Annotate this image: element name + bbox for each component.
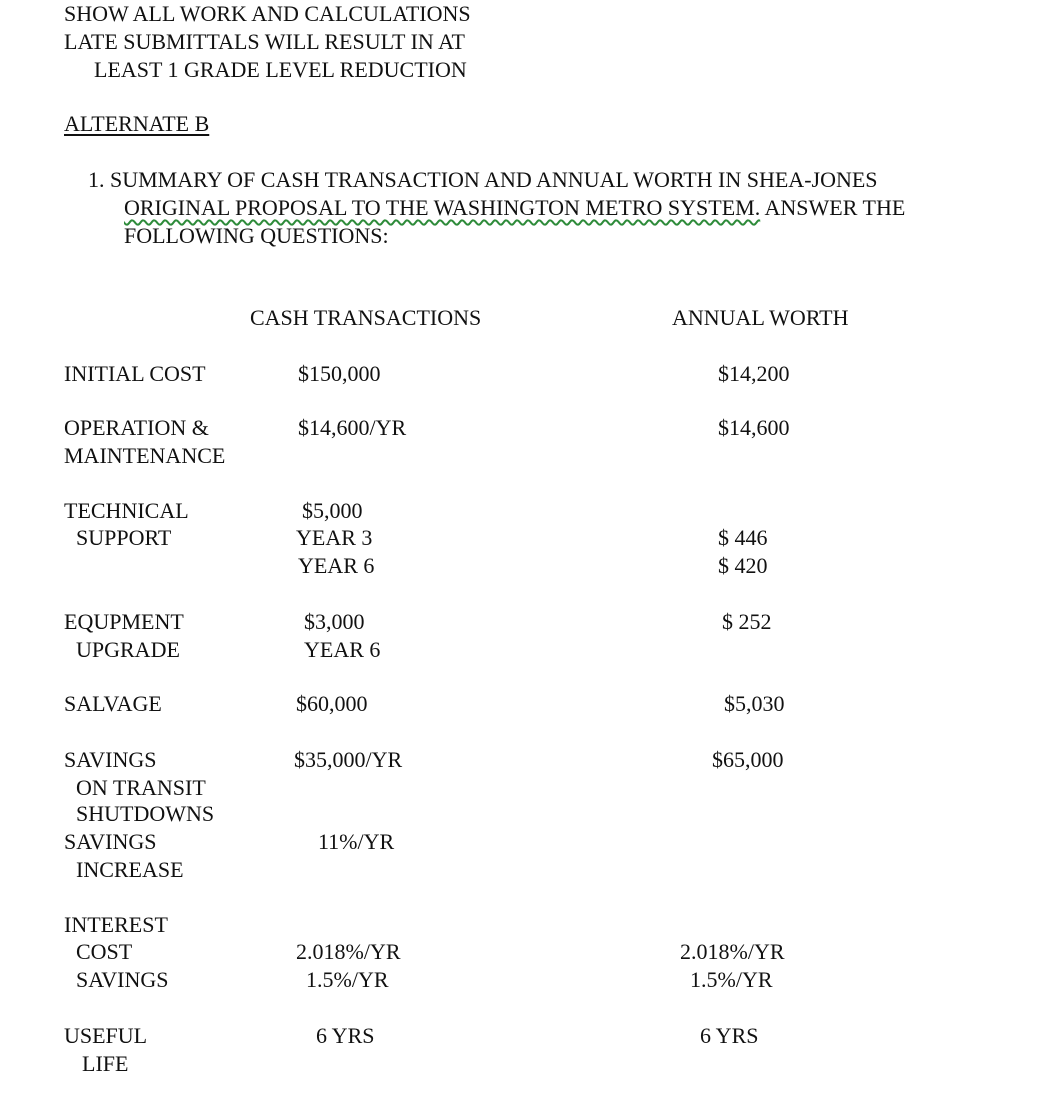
row-label-useful-life-1: USEFUL: [64, 1023, 148, 1048]
row-label-equip-2: UPGRADE: [76, 637, 180, 662]
row-label-salvage: SALVAGE: [64, 691, 162, 716]
cash-savings-increase: 11%/YR: [318, 829, 395, 854]
cash-equip-year: YEAR 6: [304, 637, 381, 662]
column-header-cash: CASH TRANSACTIONS: [250, 305, 482, 330]
question-line-2-rest: ANSWER THE: [764, 195, 906, 220]
row-label-useful-life-2: LIFE: [82, 1051, 129, 1076]
row-label-savings-1: SAVINGS: [64, 747, 157, 772]
cash-tech-year-3: YEAR 3: [296, 525, 373, 550]
cash-tech-amount: $5,000: [302, 498, 363, 523]
annual-savings: $65,000: [712, 747, 784, 772]
row-label-equip-1: EQUPMENT: [64, 609, 184, 634]
cash-interest-cost: 2.018%/YR: [296, 939, 401, 964]
annual-interest-cost: 2.018%/YR: [680, 939, 785, 964]
header-line-3: LEAST 1 GRADE LEVEL REDUCTION: [94, 57, 467, 82]
cash-equip-amount: $3,000: [304, 609, 365, 634]
annual-interest-savings: 1.5%/YR: [690, 967, 773, 992]
cash-savings: $35,000/YR: [294, 747, 403, 772]
annual-salvage: $5,030: [724, 691, 785, 716]
alternate-heading: ALTERNATE B: [64, 111, 210, 136]
row-label-om-2: MAINTENANCE: [64, 443, 226, 468]
header-line-1: SHOW ALL WORK AND CALCULATIONS: [64, 1, 471, 26]
annual-tech-2: $ 420: [718, 553, 768, 578]
row-label-interest-1: INTEREST: [64, 912, 168, 937]
cash-useful-life: 6 YRS: [316, 1023, 375, 1048]
row-label-savings-increase-1: SAVINGS: [64, 829, 157, 854]
row-label-savings-2: ON TRANSIT: [76, 775, 206, 800]
row-label-initial-cost: INITIAL COST: [64, 361, 206, 386]
annual-equip: $ 252: [722, 609, 772, 634]
row-label-om-1: OPERATION &: [64, 415, 209, 440]
question-line-1: 1. SUMMARY OF CASH TRANSACTION AND ANNUAL WORTH IN SHEA-JONES: [88, 167, 878, 192]
cash-salvage: $60,000: [296, 691, 368, 716]
row-label-savings-increase-2: INCREASE: [76, 857, 184, 882]
header-line-2: LATE SUBMITTALS WILL RESULT IN AT: [64, 29, 465, 54]
row-label-interest-3: SAVINGS: [76, 967, 169, 992]
cash-interest-savings: 1.5%/YR: [306, 967, 389, 992]
row-label-tech-1: TECHNICAL: [64, 498, 189, 523]
row-label-tech-2: SUPPORT: [76, 525, 172, 550]
question-line-3: FOLLOWING QUESTIONS:: [124, 223, 389, 248]
annual-initial-cost: $14,200: [718, 361, 790, 386]
cash-initial-cost: $150,000: [298, 361, 381, 386]
row-label-interest-2: COST: [76, 939, 133, 964]
spellcheck-marked-text: ORIGINAL PROPOSAL TO THE WASHINGTON METRO SYSTEM.: [124, 195, 761, 220]
column-header-annual: ANNUAL WORTH: [672, 305, 849, 330]
annual-useful-life: 6 YRS: [700, 1023, 759, 1048]
row-label-savings-3: SHUTDOWNS: [76, 801, 215, 826]
annual-om: $14,600: [718, 415, 790, 440]
cash-tech-year-6: YEAR 6: [298, 553, 375, 578]
annual-tech-1: $ 446: [718, 525, 768, 550]
question-line-2: [124, 194, 905, 222]
cash-om: $14,600/YR: [298, 415, 407, 440]
